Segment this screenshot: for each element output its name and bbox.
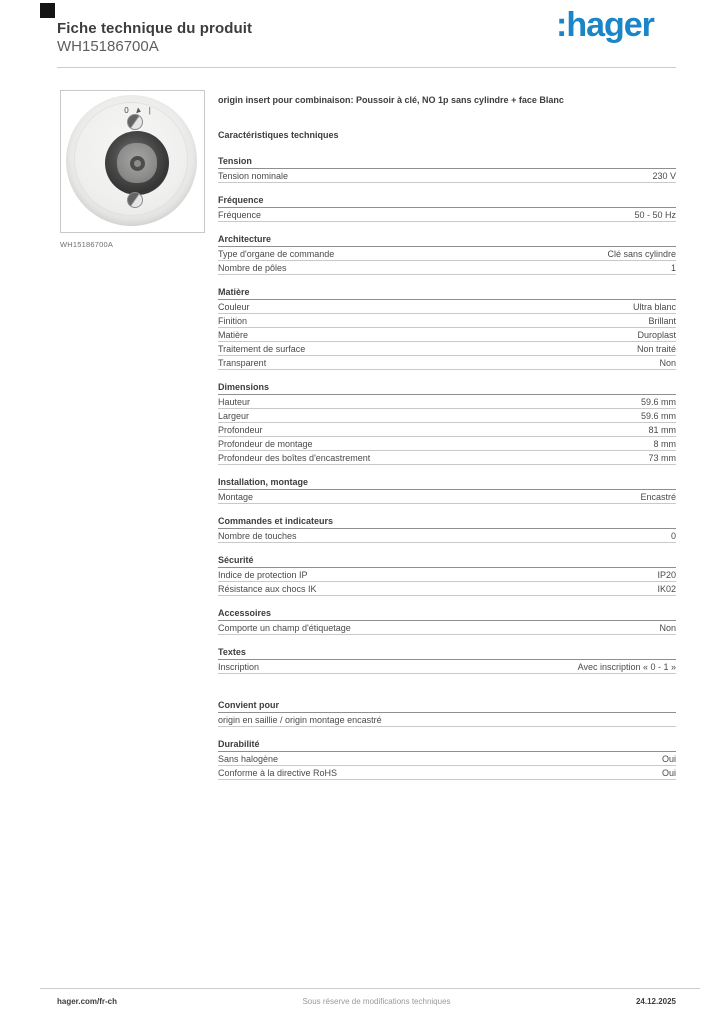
- spec-label: Fréquence: [218, 210, 262, 220]
- section-rows: [218, 713, 676, 727]
- dial-pointer-icon: [136, 107, 142, 114]
- spec-label: Hauteur: [218, 397, 251, 407]
- table-row: [218, 582, 676, 596]
- table-row: [218, 529, 676, 543]
- spec-section: [218, 288, 676, 370]
- spec-value: 81 mm: [648, 425, 676, 435]
- table-row: [218, 169, 676, 183]
- spec-value: Encastré: [640, 492, 676, 502]
- spec-section: [218, 701, 676, 727]
- footer-disclaimer: Sous réserve de modifications techniques: [302, 997, 451, 1006]
- spec-value: Avec inscription « 0 - 1 »: [577, 662, 676, 672]
- spec-value: Brillant: [648, 316, 676, 326]
- spec-value: Oui: [661, 768, 676, 778]
- spec-label: Nombre de pôles: [218, 263, 287, 273]
- product-reference: WH15186700A: [57, 38, 159, 55]
- spec-label: Conforme à la directive RoHS: [218, 768, 338, 778]
- key-cylinder-opening: [105, 131, 169, 195]
- section-title: Tension: [218, 157, 676, 169]
- spec-label: Comporte un champ d'étiquetage: [218, 623, 351, 633]
- table-row: [218, 300, 676, 314]
- section-rows: [218, 529, 676, 543]
- spec-label: Tension nominale: [218, 171, 289, 181]
- key-switch-device: [66, 95, 197, 226]
- screw-top-icon: [127, 114, 143, 130]
- table-row: [218, 342, 676, 356]
- spec-label: Largeur: [218, 411, 250, 421]
- table-row: [218, 261, 676, 275]
- header-divider: [57, 67, 676, 68]
- spec-value: Non traité: [636, 344, 676, 354]
- spec-label: Sans halogène: [218, 754, 279, 764]
- table-row: [218, 437, 676, 451]
- spec-value: IK02: [657, 584, 676, 594]
- spec-value: 230 V: [652, 171, 676, 181]
- section-title: Accessoires: [218, 609, 676, 621]
- spec-section: [218, 235, 676, 275]
- screw-bottom-icon: [127, 192, 143, 208]
- spec-section: [218, 196, 676, 222]
- spec-label: Inscription: [218, 662, 260, 672]
- key-cylinder-inner: [117, 143, 157, 183]
- spec-value: IP20: [657, 570, 676, 580]
- section-title: Convient pour: [218, 701, 676, 713]
- spec-value: 1: [670, 263, 676, 273]
- spec-label: Type d'organe de commande: [218, 249, 335, 259]
- table-row: [218, 208, 676, 222]
- section-rows: [218, 395, 676, 465]
- section-rows: [218, 752, 676, 780]
- spec-label: Transparent: [218, 358, 267, 368]
- section-title: Installation, montage: [218, 478, 676, 490]
- characteristics-sections: [218, 157, 676, 780]
- spec-label: Finition: [218, 316, 248, 326]
- section-rows: [218, 490, 676, 504]
- table-row: [218, 621, 676, 635]
- print-registration-mark: [40, 3, 55, 18]
- table-row: [218, 752, 676, 766]
- section-title: Commandes et indicateurs: [218, 517, 676, 529]
- characteristics-heading: Caractéristiques techniques: [218, 130, 339, 140]
- spec-value: 59.6 mm: [640, 397, 676, 407]
- dial-mark-one: |: [148, 106, 151, 115]
- table-row: [218, 451, 676, 465]
- table-row: [218, 314, 676, 328]
- spec-value: 50 - 50 Hz: [634, 210, 676, 220]
- section-title: Architecture: [218, 235, 676, 247]
- product-figure: [60, 90, 205, 249]
- spec-label: Couleur: [218, 302, 250, 312]
- section-title: Sécurité: [218, 556, 676, 568]
- key-cylinder-center: [130, 156, 145, 171]
- spec-label: Nombre de touches: [218, 531, 297, 541]
- table-row: [218, 247, 676, 261]
- footer-divider: [40, 988, 700, 989]
- spec-section: [218, 517, 676, 543]
- spec-value: Oui: [661, 754, 676, 764]
- product-description: origin insert pour combinaison: Poussoir à clé, NO 1p sans cylindre + face Blanc: [218, 95, 564, 105]
- section-title: Textes: [218, 648, 676, 660]
- spec-section: [218, 648, 676, 674]
- section-title: Dimensions: [218, 383, 676, 395]
- table-row: [218, 766, 676, 780]
- spec-value: 8 mm: [653, 439, 676, 449]
- spec-label: Profondeur: [218, 425, 263, 435]
- footer-website-link[interactable]: hager.com/fr-ch: [57, 997, 118, 1006]
- spec-value: 59.6 mm: [640, 411, 676, 421]
- spec-value: Ultra blanc: [632, 302, 676, 312]
- section-rows: [218, 247, 676, 275]
- hager-logo: :hager: [556, 6, 654, 44]
- spec-label: Résistance aux chocs IK: [218, 584, 317, 594]
- table-row: [218, 395, 676, 409]
- table-row: [218, 328, 676, 342]
- section-title: Durabilité: [218, 740, 676, 752]
- spec-value: Non: [659, 358, 676, 368]
- spec-label: Indice de protection IP: [218, 570, 308, 580]
- spec-value: 0: [670, 531, 676, 541]
- section-rows: [218, 208, 676, 222]
- spec-label: Traitement de surface: [218, 344, 306, 354]
- table-row: [218, 713, 676, 727]
- spec-value: 73 mm: [648, 453, 676, 463]
- table-row: [218, 409, 676, 423]
- table-row: [218, 568, 676, 582]
- table-row: [218, 490, 676, 504]
- spec-section: [218, 478, 676, 504]
- product-image: [60, 90, 205, 233]
- spec-label: Profondeur des boîtes d'encastrement: [218, 453, 371, 463]
- section-title: Fréquence: [218, 196, 676, 208]
- page-footer: [57, 997, 676, 1006]
- figure-caption: WH15186700A: [60, 240, 114, 249]
- table-row: [218, 423, 676, 437]
- dial-mark-zero: 0: [124, 106, 129, 115]
- spec-label: origin en saillie / origin montage encastré: [218, 715, 382, 725]
- spec-value: Clé sans cylindre: [607, 249, 676, 259]
- spec-section: [218, 556, 676, 596]
- section-rows: [218, 568, 676, 596]
- spec-label: Montage: [218, 492, 254, 502]
- section-rows: [218, 300, 676, 370]
- page-title: Fiche technique du produit: [57, 20, 253, 37]
- spec-section: [218, 740, 676, 780]
- spec-value: Non: [659, 623, 676, 633]
- spec-section: [218, 157, 676, 183]
- section-title: Matière: [218, 288, 676, 300]
- section-rows: [218, 169, 676, 183]
- spec-label: Matière: [218, 330, 249, 340]
- table-row: [218, 356, 676, 370]
- spec-label: Profondeur de montage: [218, 439, 313, 449]
- footer-date: 24.12.2025: [635, 997, 676, 1006]
- spec-section: [218, 383, 676, 465]
- spec-value: Duroplast: [637, 330, 676, 340]
- table-row: [218, 660, 676, 674]
- section-rows: [218, 660, 676, 674]
- section-rows: [218, 621, 676, 635]
- spec-section: [218, 609, 676, 635]
- technical-content: [218, 90, 676, 780]
